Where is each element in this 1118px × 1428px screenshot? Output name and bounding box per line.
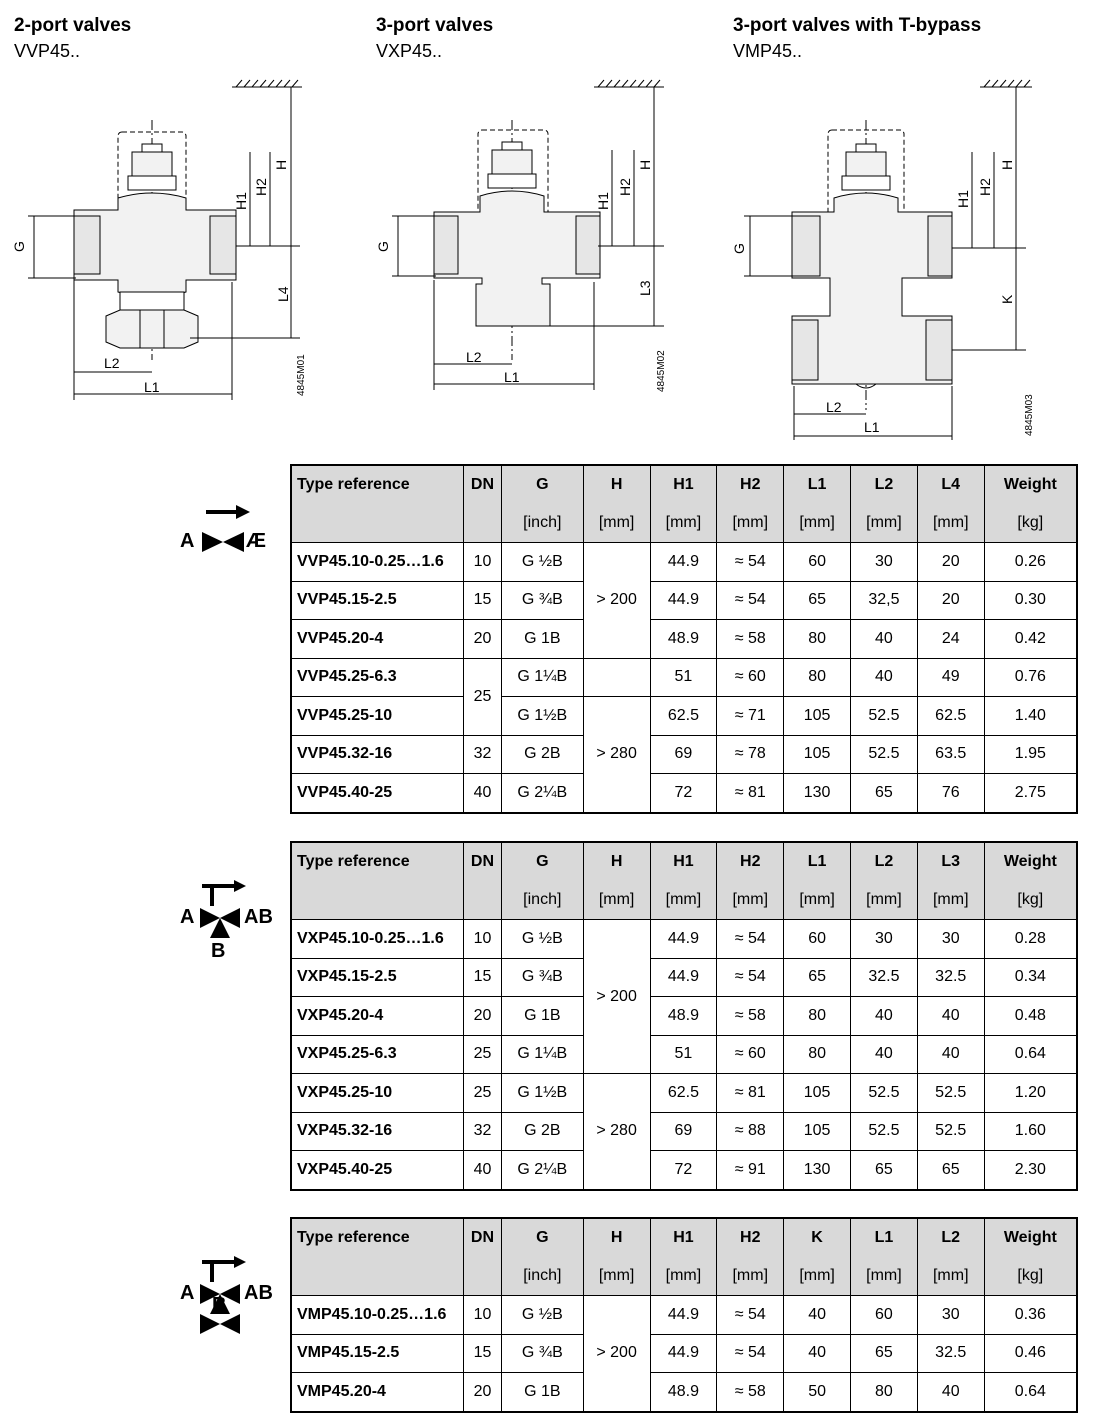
table-cell: G 1¼B	[501, 658, 583, 697]
table-cell: 10	[464, 920, 502, 959]
table-cell: 10	[464, 1296, 502, 1335]
table-cell: 105	[784, 1074, 851, 1113]
table-3port-valves	[290, 841, 1078, 1191]
table-cell: 44.9	[650, 958, 717, 997]
valve-symbol-3port-bypass	[178, 1256, 282, 1340]
table-cell: 65	[917, 1151, 984, 1190]
table-2port-valves	[290, 464, 1078, 814]
table-cell: 32	[464, 735, 502, 774]
table-row	[291, 774, 1077, 813]
table-cell: 52.5	[851, 1074, 918, 1113]
dim-label-h: H	[273, 159, 289, 170]
table-cell: ≈ 78	[717, 735, 784, 774]
table-cell: 76	[917, 774, 984, 813]
header-2port	[14, 14, 131, 64]
column-header: Type reference	[291, 465, 464, 504]
table-cell: 40	[917, 997, 984, 1036]
table-cell: 0.30	[984, 581, 1077, 620]
table-row	[291, 1334, 1077, 1373]
table-cell: 0.46	[984, 1334, 1077, 1373]
type-reference-cell: VXP45.25-6.3	[291, 1035, 464, 1074]
unit-cell	[464, 1257, 502, 1296]
table-cell: 80	[784, 620, 851, 659]
type-reference-cell: VXP45.32-16	[291, 1112, 464, 1151]
dim-label-l1: L1	[144, 379, 160, 395]
unit-cell: [mm]	[917, 504, 984, 543]
unit-cell: [mm]	[583, 504, 650, 543]
table-cell: 62.5	[650, 697, 717, 736]
table-cell: ≈ 58	[717, 620, 784, 659]
table-cell: G 2¼B	[501, 774, 583, 813]
dim-label-g: G	[731, 243, 747, 254]
unit-cell: [mm]	[717, 504, 784, 543]
table-cell: 0.64	[984, 1373, 1077, 1412]
table-cell: 65	[851, 774, 918, 813]
table-row	[291, 958, 1077, 997]
column-header: DN	[464, 1218, 502, 1257]
table-cell: ≈ 54	[717, 920, 784, 959]
table-cell: 30	[851, 543, 918, 582]
table-cell: ≈ 91	[717, 1151, 784, 1190]
dim-label-l2: L2	[104, 355, 120, 371]
table-cell: 30	[917, 1296, 984, 1335]
port-label-ab: AB	[244, 906, 273, 928]
unit-cell: [mm]	[917, 881, 984, 920]
table-cell: 72	[650, 1151, 717, 1190]
table-cell: ≈ 54	[717, 1296, 784, 1335]
unit-cell: [mm]	[784, 1257, 851, 1296]
dim-label-h1: H1	[955, 190, 971, 208]
table-cell: 0.76	[984, 658, 1077, 697]
column-header: DN	[464, 465, 502, 504]
port-label-ab: Æ	[246, 530, 266, 552]
dim-label-h: H	[999, 159, 1015, 170]
section-subtitle: VMP45..	[733, 41, 803, 61]
column-header: H1	[650, 1218, 717, 1257]
drawing-3port-valve	[372, 70, 672, 400]
table-cell: 65	[784, 581, 851, 620]
valve-symbol-3port	[178, 880, 282, 964]
table-cell: 1.40	[984, 697, 1077, 736]
column-header: H2	[717, 1218, 784, 1257]
table-cell: 25	[464, 1035, 502, 1074]
table-cell: 0.26	[984, 543, 1077, 582]
unit-cell: [mm]	[784, 504, 851, 543]
table-cell: G 2B	[501, 1112, 583, 1151]
table-cell: > 200	[583, 543, 650, 659]
unit-cell: [mm]	[917, 1257, 984, 1296]
dim-label-k: K	[999, 294, 1015, 304]
table-cell: 65	[851, 1334, 918, 1373]
table-cell: 52.5	[851, 697, 918, 736]
valve-symbol-2port	[178, 500, 282, 560]
port-label-a: A	[180, 530, 195, 552]
table-cell: G ¾B	[501, 1334, 583, 1373]
column-header: Type reference	[291, 842, 464, 881]
column-header: DN	[464, 842, 502, 881]
table-cell: > 280	[583, 697, 650, 813]
dim-label-h2: H2	[617, 178, 633, 196]
dim-label-g: G	[375, 241, 391, 252]
column-header: H	[583, 1218, 650, 1257]
table-cell: 30	[917, 920, 984, 959]
column-header: L1	[851, 1218, 918, 1257]
unit-cell	[291, 1257, 464, 1296]
table-cell: G 1B	[501, 1373, 583, 1412]
table-cell: 60	[784, 543, 851, 582]
column-header: Weight	[984, 842, 1077, 881]
section-title: 3-port valves	[376, 15, 494, 36]
unit-cell: [mm]	[784, 881, 851, 920]
unit-cell: [kg]	[984, 1257, 1077, 1296]
dim-label-l2: L2	[466, 349, 482, 365]
unit-cell: [mm]	[650, 504, 717, 543]
table-row	[291, 620, 1077, 659]
table-cell: 0.64	[984, 1035, 1077, 1074]
dim-label-l1: L1	[864, 419, 880, 435]
table-cell: 48.9	[650, 1373, 717, 1412]
table-cell: 69	[650, 1112, 717, 1151]
column-header: L1	[784, 465, 851, 504]
column-header: H2	[717, 842, 784, 881]
table-cell: ≈ 54	[717, 958, 784, 997]
table-row	[291, 735, 1077, 774]
drawing-code: 4845M03	[1024, 394, 1035, 436]
port-label-a: A	[180, 906, 195, 928]
drawing-2port-valve	[10, 70, 310, 410]
table-cell: 15	[464, 581, 502, 620]
port-label-b: B	[211, 940, 226, 962]
unit-cell: [mm]	[851, 881, 918, 920]
table-row	[291, 697, 1077, 736]
table-cell: 69	[650, 735, 717, 774]
table-cell: 32	[464, 1112, 502, 1151]
table-cell: 40	[784, 1296, 851, 1335]
unit-cell	[291, 504, 464, 543]
table-cell: 24	[917, 620, 984, 659]
table-cell: 52.5	[851, 735, 918, 774]
table-row	[291, 543, 1077, 582]
table-cell: 30	[851, 920, 918, 959]
table-cell: 60	[851, 1296, 918, 1335]
table-cell: 40	[851, 997, 918, 1036]
table-cell: 40	[784, 1334, 851, 1373]
type-reference-cell: VMP45.15-2.5	[291, 1334, 464, 1373]
table-cell: 1.95	[984, 735, 1077, 774]
column-header: L1	[784, 842, 851, 881]
unit-cell: [mm]	[717, 881, 784, 920]
unit-cell: [mm]	[583, 881, 650, 920]
table-cell: 20	[464, 1373, 502, 1412]
port-label-a: A	[180, 1282, 195, 1304]
table-cell: 80	[784, 1035, 851, 1074]
table-cell: 32,5	[851, 581, 918, 620]
table-row	[291, 658, 1077, 697]
table-cell: 80	[851, 1373, 918, 1412]
table-cell: ≈ 60	[717, 1035, 784, 1074]
table-cell: 65	[851, 1151, 918, 1190]
table-cell: G ½B	[501, 920, 583, 959]
table-cell: 40	[917, 1035, 984, 1074]
table-cell: 52.5	[851, 1112, 918, 1151]
column-header: K	[784, 1218, 851, 1257]
type-reference-cell: VVP45.40-25	[291, 774, 464, 813]
table-cell: G 2B	[501, 735, 583, 774]
column-header: L2	[917, 1218, 984, 1257]
table-cell: 80	[784, 658, 851, 697]
dim-label-l3: L3	[637, 280, 653, 296]
table-cell: 32.5	[917, 958, 984, 997]
column-header: G	[501, 842, 583, 881]
table-cell: 25	[464, 658, 502, 735]
table-cell: 40	[851, 658, 918, 697]
table-cell: G ¾B	[501, 581, 583, 620]
table-row	[291, 581, 1077, 620]
table-cell: 51	[650, 658, 717, 697]
table-cell: 0.28	[984, 920, 1077, 959]
dim-label-h: H	[637, 159, 653, 170]
unit-cell: [mm]	[851, 504, 918, 543]
type-reference-cell: VVP45.15-2.5	[291, 581, 464, 620]
table-cell	[583, 658, 650, 697]
table-cell: 44.9	[650, 543, 717, 582]
table-cell: 50	[784, 1373, 851, 1412]
table-cell: 1.60	[984, 1112, 1077, 1151]
column-header: Weight	[984, 465, 1077, 504]
dim-label-l1: L1	[504, 369, 520, 385]
table-cell: 32.5	[851, 958, 918, 997]
table-cell: 48.9	[650, 620, 717, 659]
table-cell: 10	[464, 543, 502, 582]
section-subtitle: VVP45..	[14, 41, 81, 61]
type-reference-cell: VMP45.20-4	[291, 1373, 464, 1412]
table-cell: 52.5	[917, 1112, 984, 1151]
table-cell: 105	[784, 735, 851, 774]
table-cell: 40	[851, 1035, 918, 1074]
drawing-code: 4845M01	[296, 354, 307, 396]
table-cell: 20	[464, 997, 502, 1036]
table-cell: 20	[464, 620, 502, 659]
table-cell: G 1½B	[501, 1074, 583, 1113]
table-cell: 65	[784, 958, 851, 997]
table-cell: 0.42	[984, 620, 1077, 659]
table-cell: 130	[784, 774, 851, 813]
table-cell: 40	[917, 1373, 984, 1412]
type-reference-cell: VXP45.10-0.25…1.6	[291, 920, 464, 959]
unit-cell: [inch]	[501, 881, 583, 920]
table-cell: 0.36	[984, 1296, 1077, 1335]
table-cell: 62.5	[650, 1074, 717, 1113]
table-cell: 15	[464, 1334, 502, 1373]
table-cell: G 1½B	[501, 697, 583, 736]
unit-cell: [inch]	[501, 504, 583, 543]
table-cell: 20	[917, 543, 984, 582]
table-row	[291, 920, 1077, 959]
dim-label-h2: H2	[977, 178, 993, 196]
table-row	[291, 1296, 1077, 1335]
table-cell: 62.5	[917, 697, 984, 736]
unit-cell	[291, 881, 464, 920]
unit-cell: [kg]	[984, 881, 1077, 920]
table-cell: 72	[650, 774, 717, 813]
section-title: 3-port valves with T-bypass	[733, 15, 982, 36]
port-label-ab: AB	[244, 1282, 273, 1304]
table-cell: 51	[650, 1035, 717, 1074]
table-cell: G 2¼B	[501, 1151, 583, 1190]
table-cell: ≈ 58	[717, 1373, 784, 1412]
type-reference-cell: VVP45.25-10	[291, 697, 464, 736]
table-cell: 0.34	[984, 958, 1077, 997]
table-row	[291, 1035, 1077, 1074]
table-cell: G ½B	[501, 1296, 583, 1335]
table-row	[291, 1373, 1077, 1412]
section-title: 2-port valves	[14, 15, 132, 36]
table-cell: 32.5	[917, 1334, 984, 1373]
column-header: G	[501, 465, 583, 504]
dim-label-l4: L4	[275, 286, 291, 302]
table-cell: ≈ 54	[717, 543, 784, 582]
section-subtitle: VXP45..	[376, 41, 443, 61]
table-cell: 40	[464, 774, 502, 813]
type-reference-cell: VXP45.40-25	[291, 1151, 464, 1190]
table-cell: 80	[784, 997, 851, 1036]
table-cell: > 200	[583, 920, 650, 1074]
unit-cell	[464, 881, 502, 920]
table-cell: > 200	[583, 1296, 650, 1412]
unit-cell: [mm]	[650, 881, 717, 920]
table-cell: ≈ 81	[717, 1074, 784, 1113]
table-cell: 15	[464, 958, 502, 997]
table-row	[291, 1074, 1077, 1113]
type-reference-cell: VXP45.15-2.5	[291, 958, 464, 997]
table-cell: G ½B	[501, 543, 583, 582]
table-cell: 105	[784, 697, 851, 736]
column-header: H1	[650, 842, 717, 881]
unit-cell: [kg]	[984, 504, 1077, 543]
table-cell: 49	[917, 658, 984, 697]
dim-label-g: G	[11, 241, 27, 252]
unit-cell	[464, 504, 502, 543]
dim-label-l2: L2	[826, 399, 842, 415]
column-header: L2	[851, 465, 918, 504]
type-reference-cell: VVP45.10-0.25…1.6	[291, 543, 464, 582]
table-cell: ≈ 71	[717, 697, 784, 736]
table-cell: 40	[851, 620, 918, 659]
table-cell: 40	[464, 1151, 502, 1190]
table-cell: G 1¼B	[501, 1035, 583, 1074]
table-cell: 63.5	[917, 735, 984, 774]
port-label-b: B	[212, 1294, 227, 1316]
column-header: G	[501, 1218, 583, 1257]
table-cell: 2.30	[984, 1151, 1077, 1190]
table-cell: G 1B	[501, 620, 583, 659]
table-row	[291, 997, 1077, 1036]
table-cell: ≈ 88	[717, 1112, 784, 1151]
dim-label-h1: H1	[233, 192, 249, 210]
unit-cell: [inch]	[501, 1257, 583, 1296]
column-header: H2	[717, 465, 784, 504]
table-row	[291, 1112, 1077, 1151]
table-cell: 52.5	[917, 1074, 984, 1113]
type-reference-cell: VVP45.32-16	[291, 735, 464, 774]
type-reference-cell: VVP45.25-6.3	[291, 658, 464, 697]
table-row	[291, 1151, 1077, 1190]
drawing-code: 4845M02	[656, 350, 667, 392]
column-header: L4	[917, 465, 984, 504]
unit-cell: [mm]	[851, 1257, 918, 1296]
table-cell: 44.9	[650, 1334, 717, 1373]
table-cell: 44.9	[650, 920, 717, 959]
column-header: H1	[650, 465, 717, 504]
table-cell: 105	[784, 1112, 851, 1151]
unit-cell: [mm]	[717, 1257, 784, 1296]
table-cell: 44.9	[650, 1296, 717, 1335]
table-cell: 0.48	[984, 997, 1077, 1036]
drawing-3port-bypass-valve	[730, 70, 1040, 450]
column-header: Weight	[984, 1218, 1077, 1257]
table-cell: G ¾B	[501, 958, 583, 997]
type-reference-cell: VMP45.10-0.25…1.6	[291, 1296, 464, 1335]
type-reference-cell: VVP45.20-4	[291, 620, 464, 659]
table-cell: ≈ 58	[717, 997, 784, 1036]
table-cell: 60	[784, 920, 851, 959]
unit-cell: [mm]	[583, 1257, 650, 1296]
table-cell: G 1B	[501, 997, 583, 1036]
header-3port-bypass	[733, 14, 981, 64]
table-cell: ≈ 81	[717, 774, 784, 813]
table-cell: 130	[784, 1151, 851, 1190]
table-cell: 48.9	[650, 997, 717, 1036]
table-cell: ≈ 54	[717, 1334, 784, 1373]
table-cell: ≈ 60	[717, 658, 784, 697]
column-header: H	[583, 465, 650, 504]
type-reference-cell: VXP45.25-10	[291, 1074, 464, 1113]
header-3port	[376, 14, 493, 64]
table-cell: 2.75	[984, 774, 1077, 813]
column-header: H	[583, 842, 650, 881]
column-header: Type reference	[291, 1218, 464, 1257]
table-cell: 44.9	[650, 581, 717, 620]
type-reference-cell: VXP45.20-4	[291, 997, 464, 1036]
table-3port-bypass-valves	[290, 1217, 1078, 1413]
table-cell: ≈ 54	[717, 581, 784, 620]
table-cell: 1.20	[984, 1074, 1077, 1113]
table-cell: > 280	[583, 1074, 650, 1190]
dim-label-h2: H2	[253, 178, 269, 196]
table-cell: 20	[917, 581, 984, 620]
dim-label-h1: H1	[595, 192, 611, 210]
unit-cell: [mm]	[650, 1257, 717, 1296]
table-cell: 25	[464, 1074, 502, 1113]
column-header: L3	[917, 842, 984, 881]
column-header: L2	[851, 842, 918, 881]
